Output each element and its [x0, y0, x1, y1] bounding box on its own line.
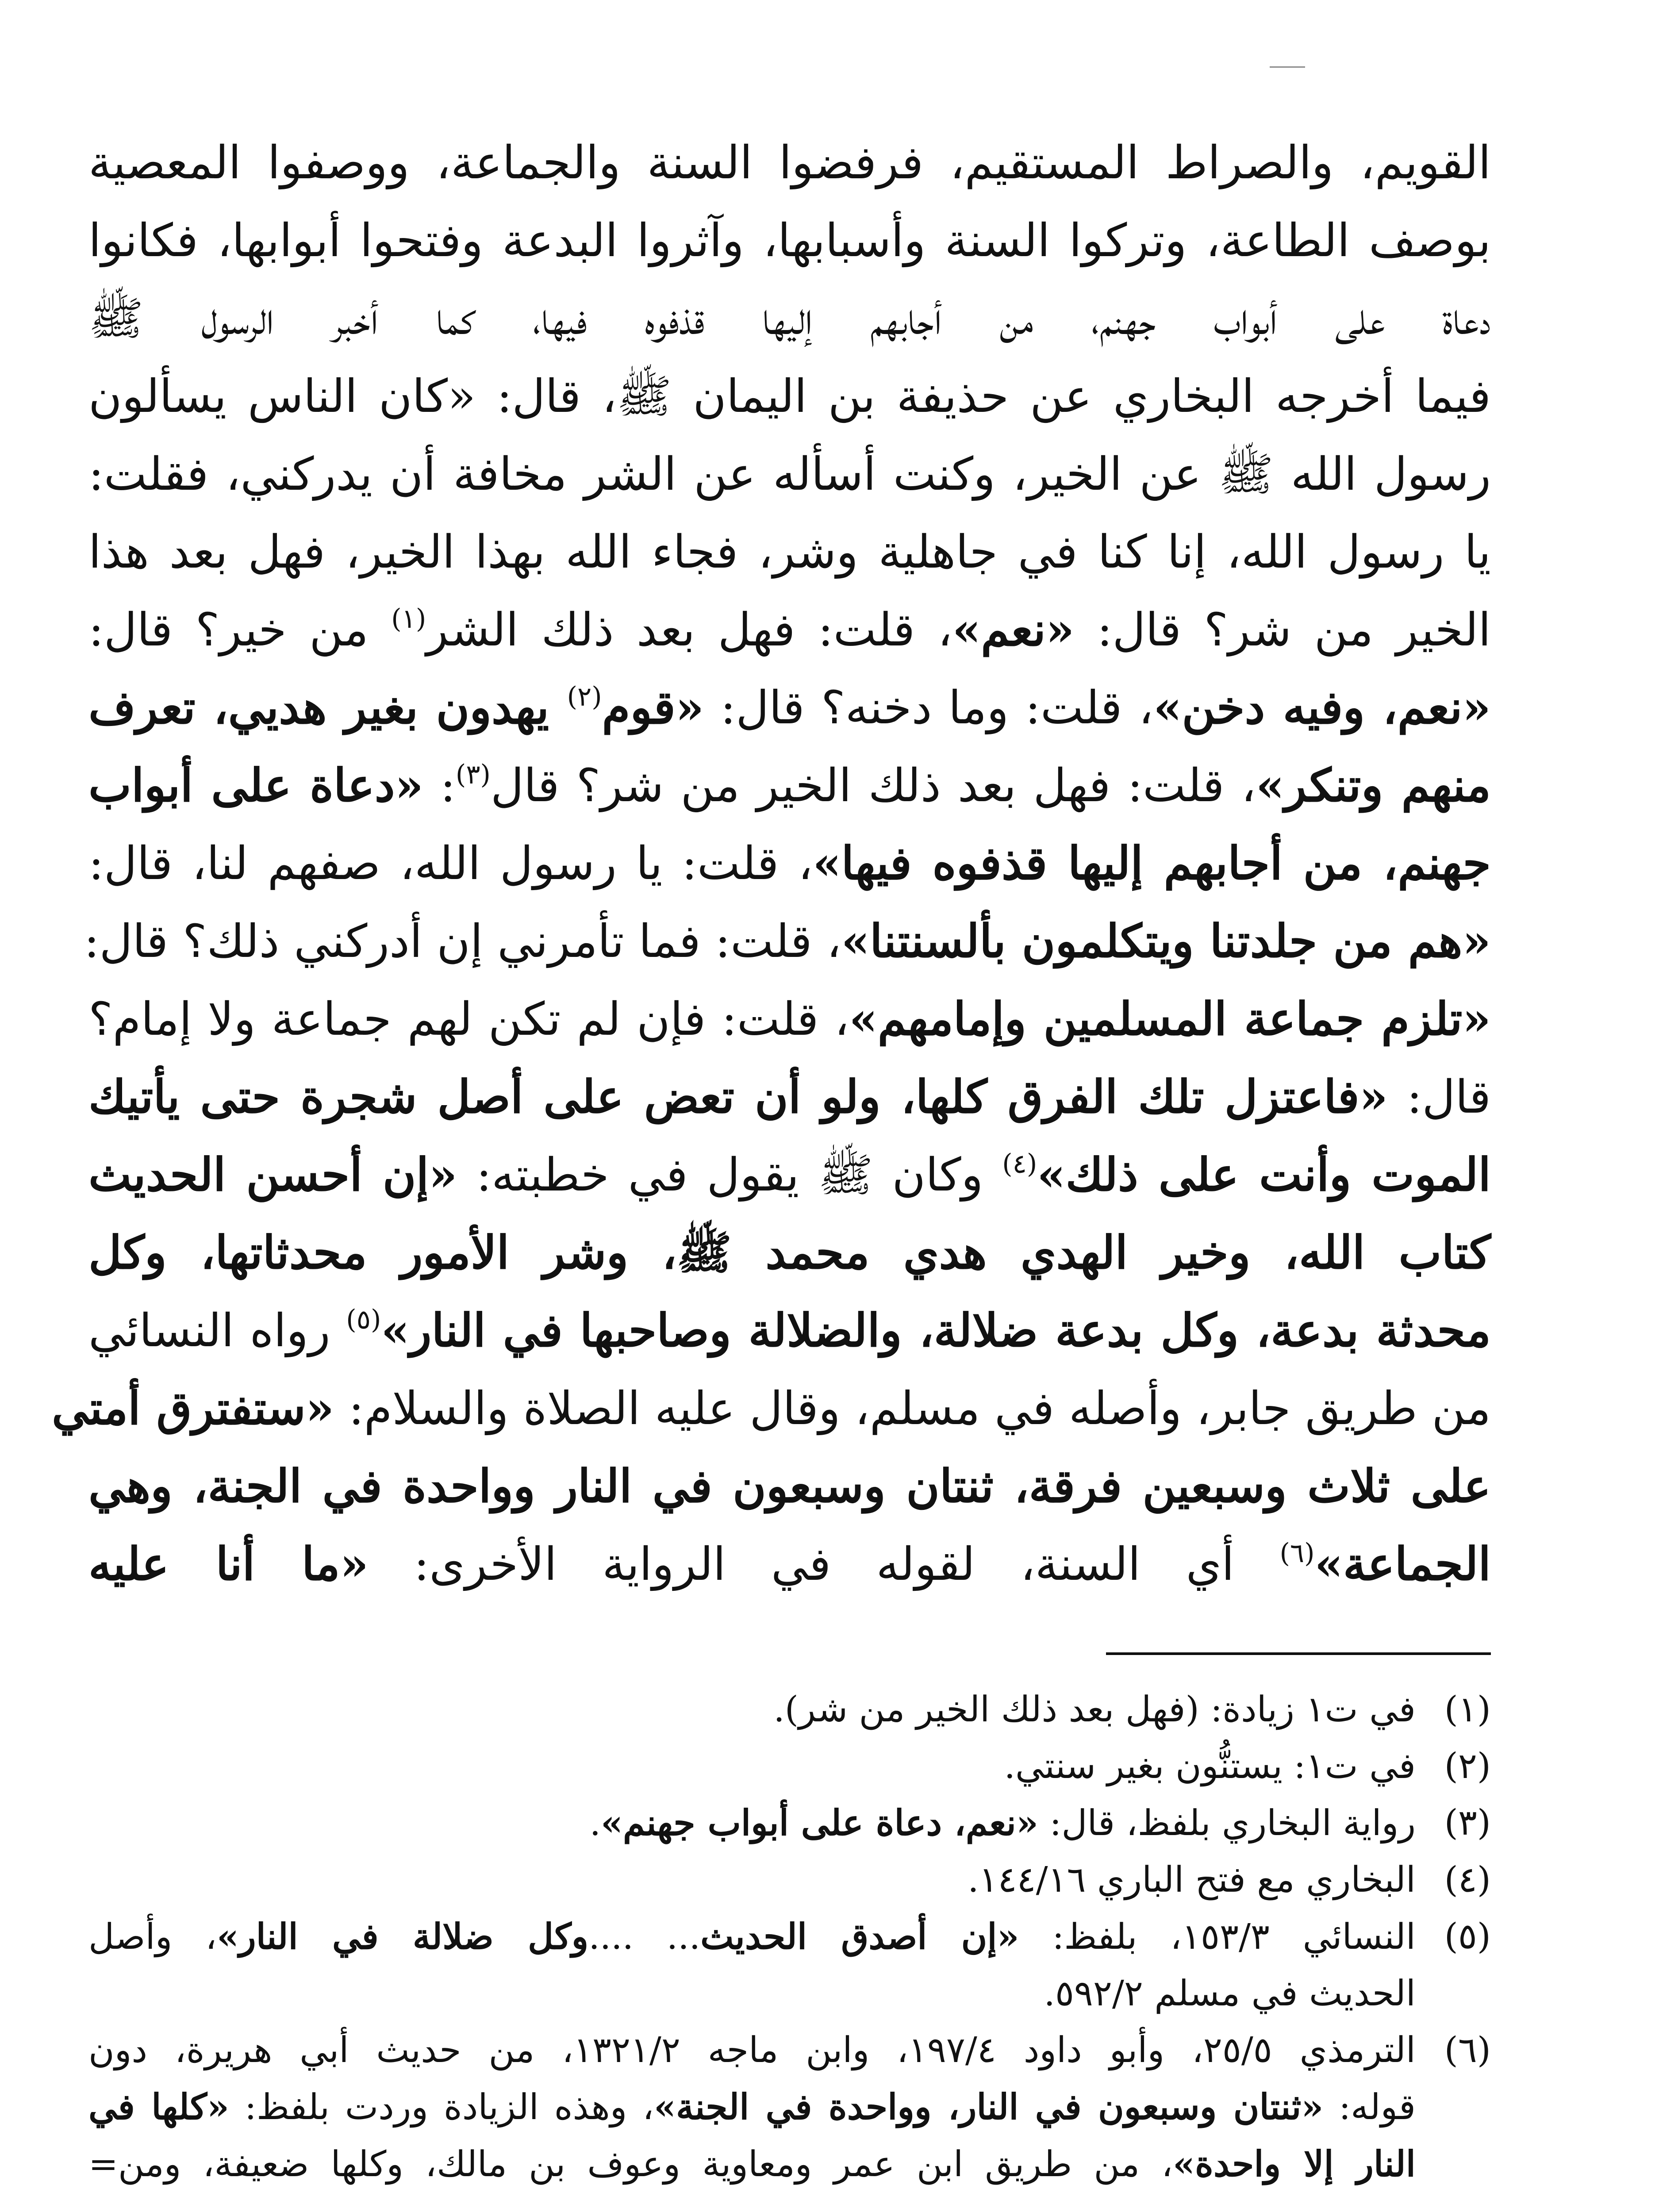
text-line — [88, 435, 1491, 513]
footnote-ref: (٦) — [1279, 1538, 1315, 1569]
footnote-number: (٥) — [1444, 1916, 1491, 1957]
text-run: ، قلت: وما دخنه؟ قال: — [704, 681, 1154, 734]
text-run: . — [589, 1802, 601, 1843]
footnote-line — [88, 2022, 1416, 2078]
text-run: ، قلت: فما تأمرني إن أدركني ذلك؟ قال: — [84, 915, 841, 968]
text-run: وكان ﷺ يقول في خطبته: — [457, 1148, 1002, 1202]
footnote-text — [88, 1738, 1416, 1794]
text-run: ، قلت: يا رسول الله، صفهم لنا، قال: — [88, 837, 813, 890]
hadith-text: «نعم، وفيه دخن» — [1153, 681, 1491, 734]
footnote — [88, 1681, 1491, 1738]
footnote-text — [88, 1908, 1416, 2022]
text-line — [88, 669, 1491, 747]
footnote-number: (١) — [1444, 1689, 1491, 1730]
text-run: ، قلت: فهل بعد ذلك الشر — [426, 603, 952, 657]
text-run: في ت١ زيادة: (فهل بعد ذلك الخير من شر). — [773, 1689, 1416, 1730]
text-line — [88, 747, 1491, 825]
footnote-line — [88, 1794, 1416, 1851]
text-run: رسول الله ﷺ عن الخير، وكنت أسأله عن الشر مخافة أن يدركني، فقلت: — [88, 448, 1491, 501]
margin-mark — [1270, 66, 1305, 68]
text-line — [88, 1058, 1491, 1136]
footnote-ref: (٢) — [567, 681, 602, 712]
hadith-text: كتاب الله، وخير الهدي هدي محمد ﷺ، وشر الأمور محدثاتها، وكل — [88, 1226, 1491, 1279]
text-line — [88, 1136, 1491, 1214]
hadith-text: النار إلا واحدة» — [1173, 2143, 1416, 2185]
text-line — [88, 980, 1491, 1058]
text-line — [52, 1370, 1491, 1448]
hadith-text: «دعاة على أبواب — [88, 759, 424, 812]
text-run: ، قلت: فهل بعد ذلك الخير من شر؟ قال — [490, 759, 1256, 812]
footnote-number: (٦) — [1444, 2029, 1491, 2070]
footnote-text — [88, 1681, 1416, 1738]
hadith-text: محدثة بدعة، وكل بدعة ضلالة، والضلالة وصاحبها في النار» — [381, 1304, 1491, 1357]
hadith-text: «إن أحسن الحديث — [88, 1148, 457, 1202]
footnote-line — [88, 1965, 1416, 2022]
text-run: قوله: — [1323, 2086, 1416, 2128]
footnote — [88, 1738, 1491, 1794]
footnote-text — [88, 1794, 1416, 1851]
main-text — [52, 124, 1491, 1603]
hadith-text: «إن أصدق الحديث — [700, 1916, 1019, 1957]
hadith-text: «هم من جلدتنا ويتكلمون بألسنتنا» — [841, 914, 1491, 968]
footnote-number: (٣) — [1444, 1802, 1491, 1843]
hadith-text: «نعم، دعاة على أبواب جهنم» — [601, 1802, 1038, 1843]
text-run: أي السنة، لقوله في الرواية الأخرى: — [368, 1538, 1280, 1591]
footnote-text — [88, 2022, 1416, 2193]
hadith-text: وكل ضلالة في النار» — [216, 1916, 589, 1957]
hadith-text: «نعم» — [952, 603, 1075, 657]
hadith-text: منهم وتنكر» — [1256, 759, 1491, 812]
footnote — [88, 1851, 1491, 1908]
footnote-line — [88, 1738, 1416, 1794]
text-run: من خير؟ قال: — [88, 603, 392, 657]
text-line — [88, 591, 1491, 669]
hadith-text: «ثنتان وسبعون في النار، وواحدة في الجنة» — [654, 2086, 1324, 2128]
text-line — [88, 1214, 1491, 1292]
text-run: القويم، والصراط المستقيم، فرفضوا السنة والجماعة، ووصفوا المعصية — [88, 136, 1491, 189]
text-run: ، وأصل — [88, 1916, 217, 1957]
text-run: الخير من شر؟ قال: — [1074, 603, 1491, 657]
hadith-text: جهنم، من أجابهم إليها قذفوه فيها» — [813, 837, 1491, 890]
footnote-number: (٢) — [1444, 1745, 1491, 1786]
hadith-text: الجماعة» — [1314, 1537, 1491, 1591]
text-run: يا رسول الله، إنا كنا في جاهلية وشر، فجاء الله بهذا الخير، فهل بعد هذا — [88, 526, 1491, 579]
hadith-text: «تلزم جماعة المسلمين وإمامهم» — [849, 992, 1491, 1046]
footnote — [88, 2022, 1491, 2193]
footnote-ref: (٤) — [1002, 1148, 1037, 1179]
text-line — [88, 124, 1491, 202]
hadith-text: «قوم — [602, 681, 704, 734]
text-line — [88, 513, 1491, 591]
text-run: دعاة على أبواب جهنم، من أجابهم إليها قذفوه فيها، كما أخبر الرسول ﷺ — [88, 292, 1491, 345]
text-line — [88, 1292, 1491, 1370]
text-run: ، من طريق ابن عمر ومعاوية وعوف بن مالك، وكلها ضعيفة، ومن= — [88, 2143, 1173, 2185]
hadith-text: يهدون بغير هديي، تعرف — [88, 681, 567, 734]
text-line — [88, 1448, 1491, 1525]
text-run: بوصف الطاعة، وتركوا السنة وأسبابها، وآثروا البدعة وفتحوا أبوابها، فكانوا — [88, 214, 1491, 267]
text-run: رواه النسائي — [88, 1304, 346, 1357]
footnote-ref: (٥) — [346, 1304, 381, 1335]
hadith-text: «فاعتزل تلك الفرق كلها، ولو أن تعض على أصل شجرة حتى يأتيك — [88, 1070, 1388, 1124]
footnote-line — [88, 2135, 1416, 2193]
text-run: النسائي ١٥٣/٣، بلفظ: — [1019, 1916, 1416, 1957]
footnote-line — [88, 2078, 1416, 2135]
text-line — [88, 825, 1491, 902]
text-line — [88, 280, 1491, 357]
text-run: الحديث في مسلم ٥٩٢/٢. — [1044, 1973, 1416, 2014]
hadith-text: «ما أنا عليه — [88, 1537, 369, 1591]
text-run: فيما أخرجه البخاري عن حذيفة بن اليمان ﷺ، قال: «كان الناس يسألون — [88, 370, 1491, 423]
text-line — [88, 1525, 1491, 1603]
text-run: ، قلت: فإن لم تكن لهم جماعة ولا إمام؟ — [88, 993, 849, 1046]
hadith-text: على ثلاث وسبعين فرقة، ثنتان وسبعون في النار وواحدة في الجنة، وهي — [88, 1459, 1491, 1513]
footnote-ref: (١) — [391, 603, 426, 634]
footnote-line — [88, 1908, 1416, 1965]
hadith-text: «كلها في — [88, 2086, 230, 2128]
text-run: البخاري مع فتح الباري ١٤٤/١٦. — [968, 1859, 1416, 1900]
text-line — [84, 902, 1491, 980]
text-run: في ت١: يستنُّون بغير سنتي. — [1004, 1745, 1416, 1786]
footnote-number: (٤) — [1444, 1859, 1491, 1900]
text-run: ، وهذه الزيادة وردت بلفظ: — [229, 2086, 654, 2128]
hadith-text: «ستفترق أمتي — [52, 1382, 334, 1435]
footnotes — [88, 1681, 1491, 2193]
footnote — [88, 1794, 1491, 1851]
text-run: رواية البخاري بلفظ، قال: — [1038, 1802, 1416, 1843]
text-line — [88, 357, 1491, 435]
footnote — [88, 1908, 1491, 2022]
footnote-separator — [1106, 1652, 1491, 1655]
text-run: : — [423, 759, 456, 812]
text-run: الترمذي ٢٥/٥، وأبو داود ١٩٧/٤، وابن ماجه ١٣٢١/٢، من حديث أبي هريرة، دون — [88, 2029, 1416, 2070]
text-run: من طريق جابر، وأصله في مسلم، وقال عليه الصلاة والسلام: — [334, 1382, 1491, 1435]
footnote-line — [88, 1681, 1416, 1738]
footnote-text — [88, 1851, 1416, 1908]
text-run: ... .... — [588, 1916, 701, 1957]
footnote-line — [88, 1851, 1416, 1908]
text-line — [88, 202, 1491, 280]
text-run: قال: — [1388, 1071, 1491, 1124]
hadith-text: الموت وأنت على ذلك» — [1037, 1148, 1491, 1202]
footnote-ref: (٣) — [455, 759, 491, 790]
